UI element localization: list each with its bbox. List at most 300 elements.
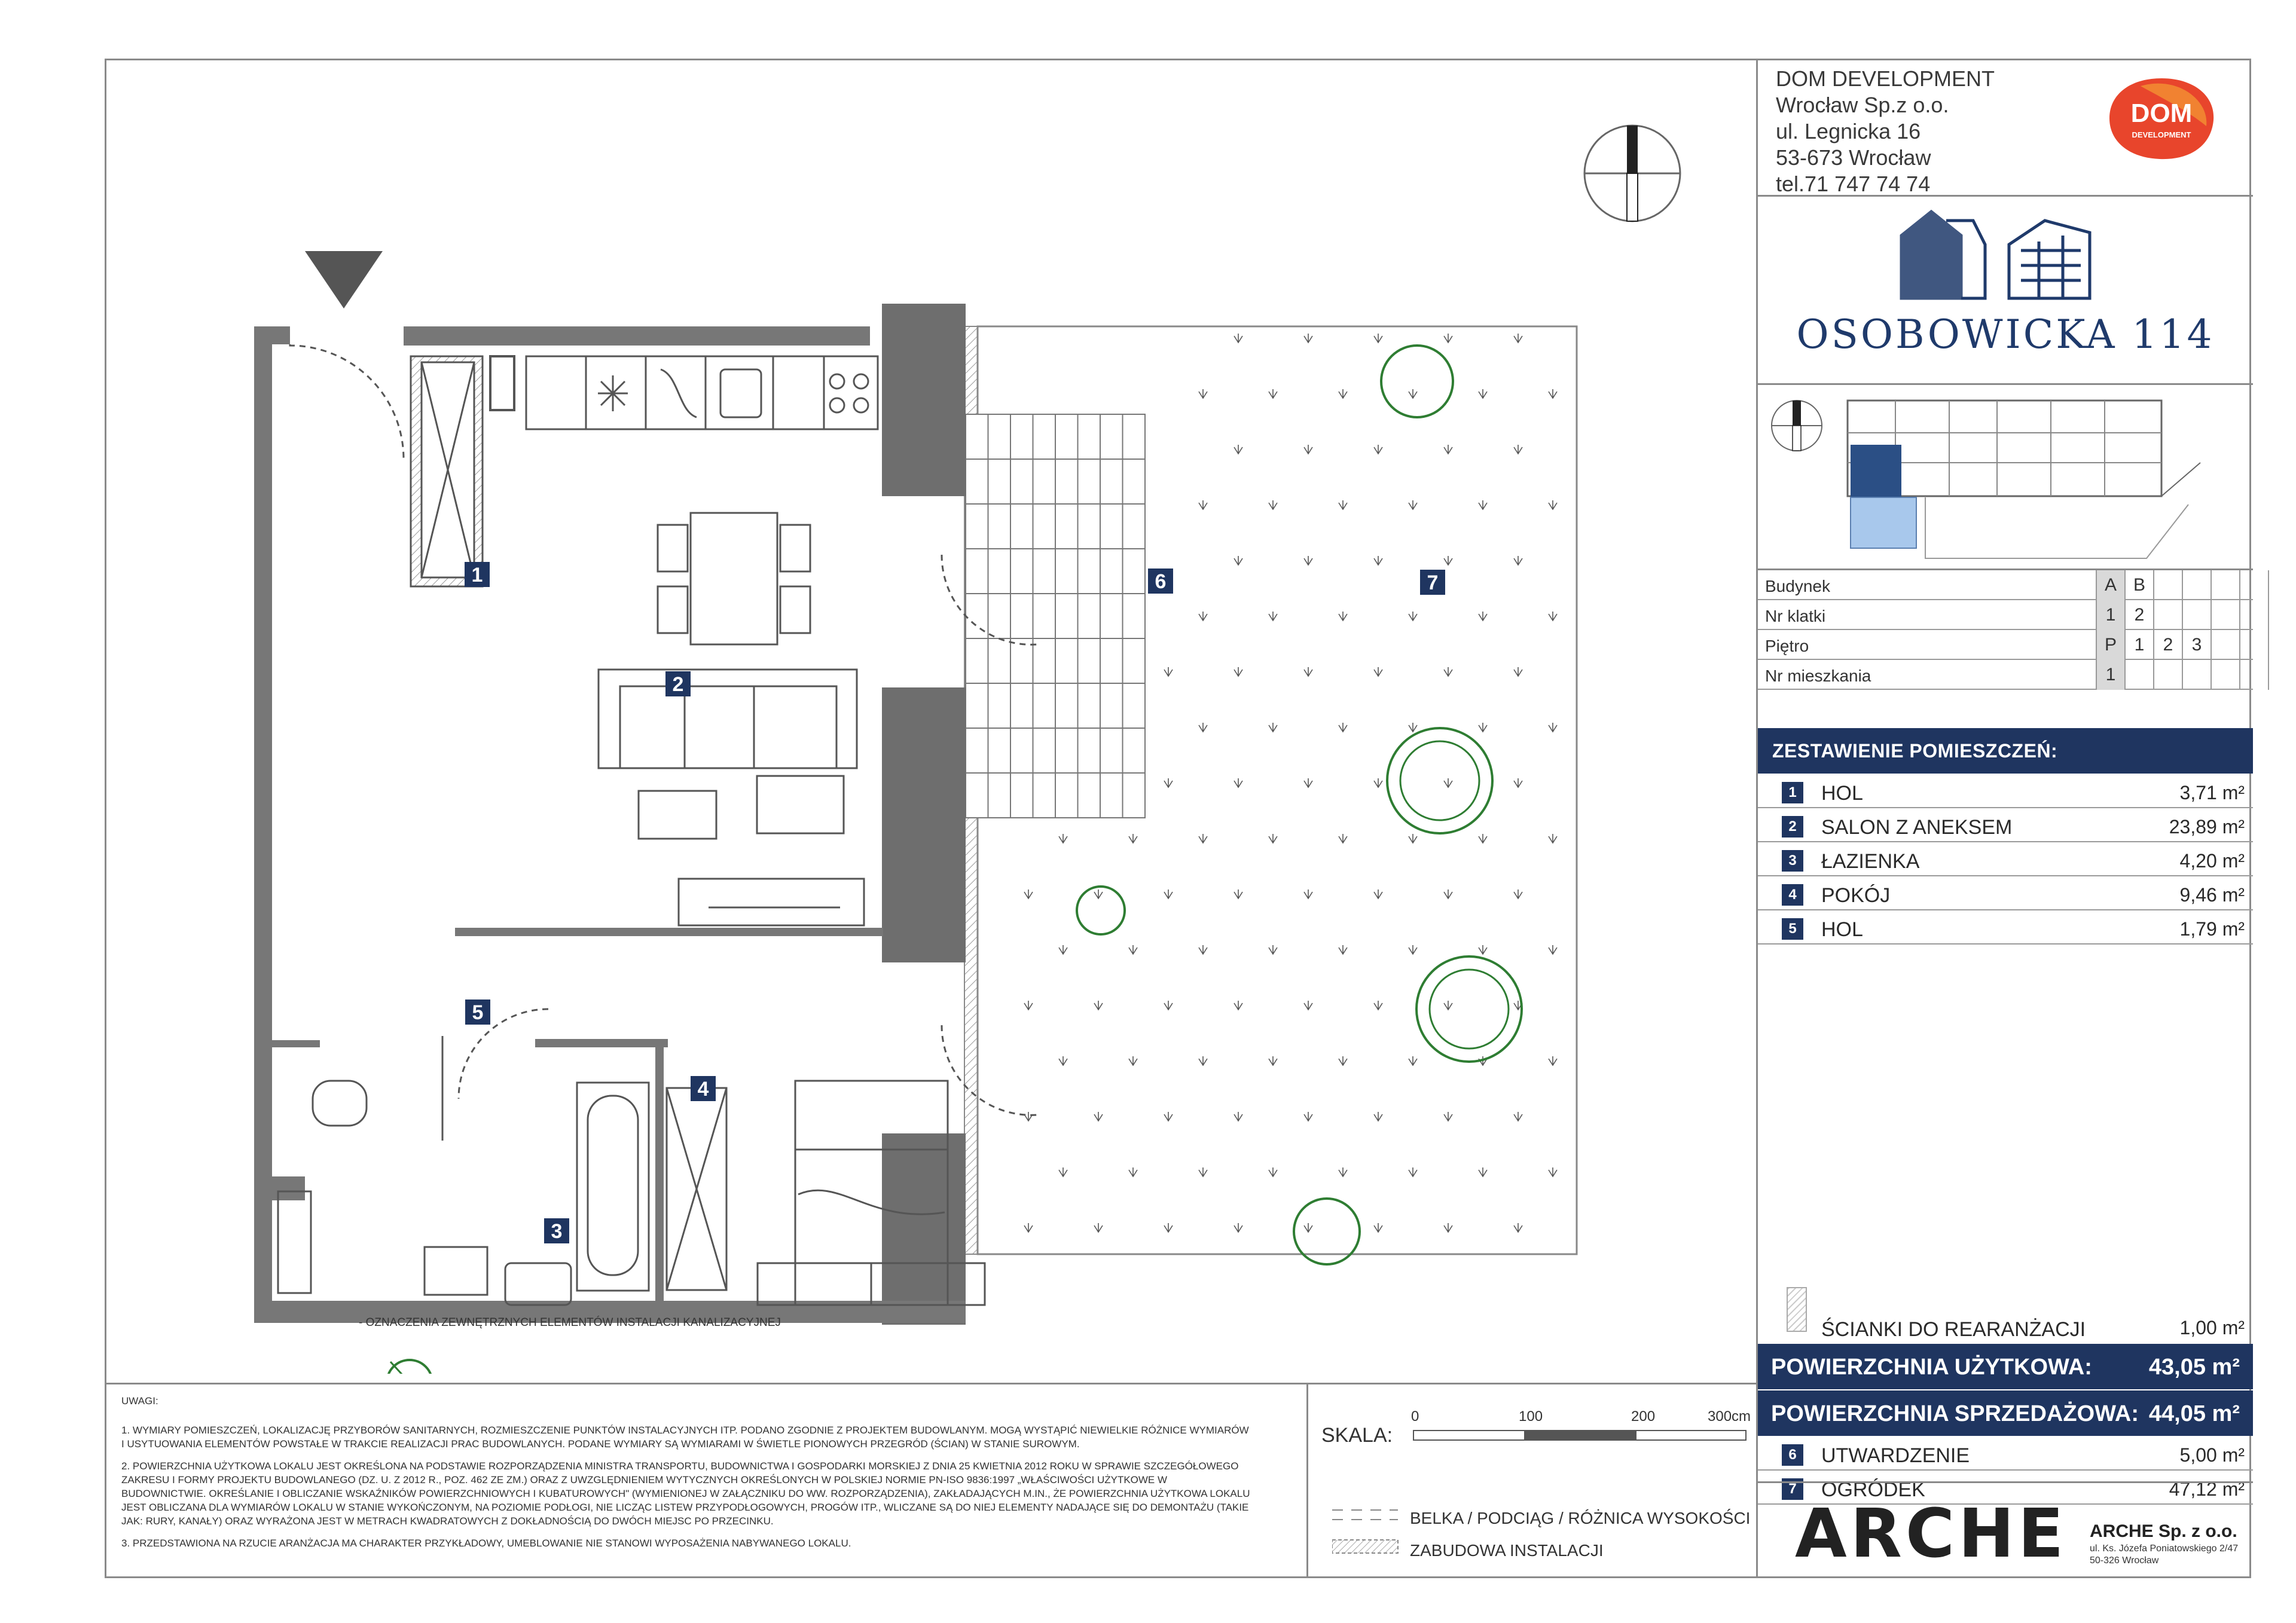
ident-cell xyxy=(2210,570,2239,600)
grass-arrow-icon xyxy=(1164,1001,1173,1010)
tree-icon xyxy=(1381,346,1453,417)
grass-arrow-icon xyxy=(1234,667,1242,676)
grass-arrow-icon xyxy=(1409,612,1417,621)
grass-arrow-icon xyxy=(1339,612,1347,621)
room-row xyxy=(1758,775,2253,808)
terrace-tile xyxy=(1033,728,1056,773)
arche-name: ARCHE Sp. z o.o. xyxy=(2090,1521,2237,1541)
room-area: 3,71 m² xyxy=(2179,782,2245,803)
terrace-tile xyxy=(1055,594,1078,638)
grass-arrow-icon xyxy=(1199,1056,1207,1065)
terrace-tile xyxy=(1078,773,1101,818)
ident-cell: P xyxy=(2096,630,2124,660)
grass-arrow-icon xyxy=(1094,1112,1103,1121)
grass-arrow-icon xyxy=(1304,1223,1312,1232)
terrace-tile xyxy=(1033,414,1056,459)
tree-icon xyxy=(1416,956,1522,1062)
walls-area: 1,00 m² xyxy=(2179,1317,2245,1338)
grass-arrow-icon xyxy=(1129,1167,1137,1176)
entrance-arrow-icon xyxy=(305,251,383,308)
ident-cell: 2 xyxy=(2124,600,2153,630)
grass-arrow-icon xyxy=(1339,500,1347,509)
room-name: HOL xyxy=(1821,782,1863,805)
ident-cell xyxy=(2210,630,2239,660)
plan-label-1: 1 xyxy=(471,564,483,586)
room-number: 6 xyxy=(1782,1444,1803,1466)
grass-arrow-icon xyxy=(1269,612,1277,621)
walls xyxy=(254,304,966,1325)
ident-cell: A xyxy=(2096,570,2124,600)
grass-arrow-icon xyxy=(1234,890,1242,898)
scale-tick: 100 xyxy=(1519,1408,1543,1425)
grass-arrow-icon xyxy=(1304,1112,1312,1121)
room-number: 5 xyxy=(1782,918,1803,940)
terrace-tile xyxy=(1010,728,1033,773)
grass-arrow-icon xyxy=(1304,1001,1312,1010)
grass-arrow-icon xyxy=(1549,612,1557,621)
terrace-tile xyxy=(988,414,1011,459)
terrace-tile xyxy=(1055,414,1078,459)
ident-row xyxy=(1758,630,2253,660)
grass-arrow-icon xyxy=(1199,389,1207,398)
terrace-tile xyxy=(966,683,988,728)
grass-arrow-icon xyxy=(1339,834,1347,843)
grass-arrow-icon xyxy=(1444,556,1452,565)
grass-arrow-icon xyxy=(1339,945,1347,954)
grass-arrow-icon xyxy=(1234,1001,1242,1010)
developer-company: Wrocław Sp.z o.o. xyxy=(1776,93,1949,117)
notes xyxy=(105,1383,1306,1578)
grass-arrow-icon xyxy=(1409,834,1417,843)
grass-arrow-icon xyxy=(1479,945,1487,954)
grass-arrow-icon xyxy=(1374,1001,1382,1010)
developer-city: 53-673 Wrocław xyxy=(1776,145,1931,170)
grass-arrow-icon xyxy=(1549,834,1557,843)
scale-legend xyxy=(1306,1383,1756,1578)
room-area: 23,89 m² xyxy=(2169,816,2245,838)
room-name: POKÓJ xyxy=(1821,884,1891,907)
terrace-tile xyxy=(1100,773,1123,818)
ident-label: Nr klatki xyxy=(1765,607,1826,625)
grass-arrow-icon xyxy=(1164,1223,1173,1232)
grass-arrow-icon xyxy=(1234,556,1242,565)
grass-arrow-icon xyxy=(1304,556,1312,565)
grass-arrow-icon xyxy=(1444,1112,1452,1121)
grass-arrow-icon xyxy=(1339,1167,1347,1176)
terrace-tile xyxy=(1100,638,1123,683)
terrace-tile xyxy=(1078,414,1101,459)
terrace-tile xyxy=(1123,504,1146,549)
grass-arrow-icon xyxy=(1374,1223,1382,1232)
terrace-tile xyxy=(966,638,988,683)
grass-arrow-icon xyxy=(1409,1056,1417,1065)
room-area: 1,79 m² xyxy=(2179,918,2245,940)
ident-cell xyxy=(2268,660,2296,690)
grass-arrow-icon xyxy=(1269,1056,1277,1065)
grass-arrow-icon xyxy=(1339,723,1347,732)
arche-logo: ARCHE xyxy=(1795,1495,2068,1573)
grass-arrow-icon xyxy=(1549,723,1557,732)
grass-arrow-icon xyxy=(1409,500,1417,509)
sale-area-label: POWIERZCHNIA SPRZEDAŻOWA: xyxy=(1771,1401,2139,1426)
sewer-marker-icon xyxy=(387,1360,432,1374)
grass-arrow-icon xyxy=(1409,1167,1417,1176)
ident-cell xyxy=(2268,570,2296,600)
ident-row xyxy=(1758,600,2253,630)
grass-arrow-icon xyxy=(1094,1223,1103,1232)
room-name: HOL xyxy=(1821,918,1863,941)
grass-arrow-icon xyxy=(1514,890,1522,898)
room-row xyxy=(1758,911,2253,945)
unit-identifiers xyxy=(1758,568,2253,690)
developer-street: ul. Legnicka 16 xyxy=(1776,119,1921,143)
terrace-tile xyxy=(1078,638,1101,683)
walls-name: ŚCIANKI DO REARANŻACJI xyxy=(1821,1318,2086,1341)
grass-arrow-icon xyxy=(1514,334,1522,343)
grass-arrow-icon xyxy=(1444,1223,1452,1232)
room-area: 4,20 m² xyxy=(2179,850,2245,872)
grass-arrow-icon xyxy=(1374,334,1382,343)
terrace-tile xyxy=(1033,594,1056,638)
terrace-tile xyxy=(988,638,1011,683)
sewer-note: - OZNACZENIA ZEWNĘTRZNYCH ELEMENTÓW INSTALACJI KANALIZACYJNEJ xyxy=(359,1316,781,1329)
ident-cell xyxy=(2268,600,2296,630)
terrace-tile xyxy=(966,549,988,594)
grass-arrow-icon xyxy=(1269,834,1277,843)
grass-arrow-icon xyxy=(1374,890,1382,898)
grass-arrow-icon xyxy=(1549,1056,1557,1065)
grass-arrow-icon xyxy=(1549,500,1557,509)
terrace-tile xyxy=(1123,638,1146,683)
grass-arrow-icon xyxy=(1374,445,1382,454)
ident-label: Nr mieszkania xyxy=(1765,667,1871,685)
scale-tick: 200 xyxy=(1631,1408,1656,1425)
terrace-tile xyxy=(988,594,1011,638)
ident-cell xyxy=(2124,660,2153,690)
terrace-tile xyxy=(988,683,1011,728)
grass-arrow-icon xyxy=(1269,500,1277,509)
terrace-tile xyxy=(1078,459,1101,504)
grass-arrow-icon xyxy=(1444,445,1452,454)
grass-arrow-icon xyxy=(1234,1223,1242,1232)
grass-arrow-icon xyxy=(1234,445,1242,454)
grass-arrow-icon xyxy=(1479,723,1487,732)
terrace-tile xyxy=(1055,683,1078,728)
terrace-tile xyxy=(1033,504,1056,549)
developer-address xyxy=(1776,66,1995,197)
scale-tick: 0 xyxy=(1411,1408,1419,1425)
room-row xyxy=(1758,1437,2253,1471)
grass-arrow-icon xyxy=(1059,834,1067,843)
room-row xyxy=(1758,809,2253,842)
grass-arrow-icon xyxy=(1304,778,1312,787)
grass-arrow-icon xyxy=(1199,1167,1207,1176)
terrace-tile xyxy=(1033,549,1056,594)
grass-arrow-icon xyxy=(1024,1112,1033,1121)
terrace-tile xyxy=(1055,504,1078,549)
terrace-tile xyxy=(1010,414,1033,459)
grass-arrow-icon xyxy=(1059,1056,1067,1065)
grass-arrow-icon xyxy=(1374,778,1382,787)
terrace-tile xyxy=(1123,459,1146,504)
sale-area-total xyxy=(1758,1390,2253,1436)
grass-arrow-icon xyxy=(1129,834,1137,843)
usable-area-total xyxy=(1758,1344,2253,1389)
grass-arrow-icon xyxy=(1514,1223,1522,1232)
terrace-tile xyxy=(1010,594,1033,638)
key-plan-drawing xyxy=(1758,385,2253,570)
terrace-tile xyxy=(1100,728,1123,773)
grass-arrow-icon xyxy=(1269,1167,1277,1176)
arche-street: ul. Ks. Józefa Poniatowskiego 2/47 xyxy=(2090,1543,2239,1554)
north-compass-icon xyxy=(1584,126,1680,221)
ident-cell xyxy=(2182,570,2210,600)
ident-cell xyxy=(2153,660,2182,690)
rearrangement-walls-row xyxy=(1758,1287,2253,1344)
terrace-tile xyxy=(1055,638,1078,683)
info-panel xyxy=(1756,59,2251,1578)
grass-arrow-icon xyxy=(1514,445,1522,454)
grass-arrow-icon xyxy=(1234,1112,1242,1121)
grass-arrow-icon xyxy=(1514,778,1522,787)
usable-area-label: POWIERZCHNIA UŻYTKOWA: xyxy=(1771,1355,2092,1380)
legend-symbols xyxy=(1332,1504,1404,1570)
terrace-tile xyxy=(988,728,1011,773)
terrace-tile xyxy=(1033,459,1056,504)
grass-arrow-icon xyxy=(1479,389,1487,398)
grass-arrow-icon xyxy=(1199,945,1207,954)
dom-development-logo xyxy=(2105,75,2218,162)
terrace-tile xyxy=(1123,683,1146,728)
ident-cell: B xyxy=(2124,570,2153,600)
legend-installation: ZABUDOWA INSTALACJI xyxy=(1410,1541,1604,1560)
terrace-tile xyxy=(966,728,988,773)
terrace-tile xyxy=(966,414,988,459)
key-plan xyxy=(1758,383,2253,568)
grass-arrow-icon xyxy=(1059,1167,1067,1176)
grass-arrow-icon xyxy=(1304,667,1312,676)
grass-arrow-icon xyxy=(1479,612,1487,621)
grass-arrow-icon xyxy=(1549,1167,1557,1176)
room-name: SALON Z ANEKSEM xyxy=(1821,816,2013,839)
arche-address xyxy=(2090,1543,2245,1567)
terrace-tile xyxy=(988,459,1011,504)
room-number: 2 xyxy=(1782,816,1803,838)
terrace-tile xyxy=(1123,414,1146,459)
legend-beam: BELKA / PODCIĄG / RÓŻNICA WYSOKOŚCI xyxy=(1410,1509,1751,1527)
ident-cell xyxy=(2182,660,2210,690)
ident-cell: 2 xyxy=(2153,630,2182,660)
ident-cell xyxy=(2239,600,2268,630)
terrace-tile xyxy=(966,773,988,818)
room-number: 1 xyxy=(1782,782,1803,803)
grass-arrow-icon xyxy=(1304,445,1312,454)
scale-bar xyxy=(1413,1430,1747,1441)
plan-label-4: 4 xyxy=(697,1078,709,1101)
room-row xyxy=(1758,877,2253,910)
ident-label: Piętro xyxy=(1765,637,1809,655)
ident-cell xyxy=(2182,600,2210,630)
grass-arrow-icon xyxy=(1094,890,1103,898)
grass-arrow-icon xyxy=(1164,890,1173,898)
grass-arrow-icon xyxy=(1444,890,1452,898)
ident-cell xyxy=(2239,570,2268,600)
room-name: UTWARDZENIE xyxy=(1821,1444,1970,1467)
grass-arrow-icon xyxy=(1339,1056,1347,1065)
grass-arrow-icon xyxy=(1304,890,1312,898)
grass-arrow-icon xyxy=(1444,667,1452,676)
terrace-tile xyxy=(1010,638,1033,683)
room-name: ŁAZIENKA xyxy=(1821,850,1920,873)
developer-phone: tel.71 747 74 74 xyxy=(1776,172,1931,196)
developer-name: DOM DEVELOPMENT xyxy=(1776,66,1995,91)
terrace-tile xyxy=(1033,683,1056,728)
note-1: 1. WYMIARY POMIESZCZEŃ, LOKALIZACJĘ PRZYBORÓW SANITARNYCH, ROZMIESZCZENIE PUNKTÓW INSTALACYJNYCH ITP. PODANO ZGODNIE Z PROJEKTEM BUDOWLANYM. MOGĄ WYSTĄPIĆ NIEWIELKIE RÓŻNICE WYMIARÓW I USYTUOWANIA ELEMENTÓW POWSTAŁE W TRAKCIE REALIZACJI PRAC BUDOWLANYCH. PODANE WYMIARY SĄ WYMIARAMI W ŚWIETLE PIONOWYCH PRZEGRÓD (ŚCIAN) W STANIE SUROWYM. xyxy=(121,1425,1249,1450)
usable-area-value: 43,05 m² xyxy=(2148,1355,2240,1380)
room-number: 4 xyxy=(1782,884,1803,906)
terrace-tile xyxy=(1123,549,1146,594)
tree-icon xyxy=(1077,887,1125,934)
svg-text:DOM: DOM xyxy=(2130,99,2193,128)
svg-text:DEVELOPMENT: DEVELOPMENT xyxy=(2132,130,2191,139)
terrace-tile xyxy=(1010,549,1033,594)
ident-cell: 3 xyxy=(2182,630,2210,660)
terrace-tile xyxy=(1100,459,1123,504)
project-name: OSOBOWICKA 114 xyxy=(1796,311,2215,357)
terrace-tile xyxy=(1055,459,1078,504)
terrace-tile xyxy=(1100,504,1123,549)
terrace-tile xyxy=(1055,773,1078,818)
terrace-tile xyxy=(1123,773,1146,818)
terrace-tile xyxy=(966,504,988,549)
scale-label: SKALA: xyxy=(1321,1424,1393,1447)
plan-label-2: 2 xyxy=(672,673,684,696)
grass-arrow-icon xyxy=(1129,945,1137,954)
grass-arrow-icon xyxy=(1514,1112,1522,1121)
grass-arrow-icon xyxy=(1059,945,1067,954)
terrace-tile xyxy=(988,773,1011,818)
ident-cell xyxy=(2210,660,2239,690)
terrace-tile xyxy=(1055,549,1078,594)
terrace-tile xyxy=(1078,594,1101,638)
grass-arrow-icon xyxy=(1269,389,1277,398)
grass-arrow-icon xyxy=(1409,945,1417,954)
room-area: 9,46 m² xyxy=(2179,884,2245,906)
notes-title: UWAGI: xyxy=(121,1395,158,1407)
grass-arrow-icon xyxy=(1549,389,1557,398)
grass-arrow-icon xyxy=(1514,556,1522,565)
terrace-tile xyxy=(1078,504,1101,549)
room-area: 5,00 m² xyxy=(2179,1444,2245,1466)
grass-arrow-icon xyxy=(1199,834,1207,843)
grass-arrow-icon xyxy=(1024,1001,1033,1010)
grass-arrow-icon xyxy=(1339,389,1347,398)
terrace-tile xyxy=(1010,504,1033,549)
terrace-paving xyxy=(966,414,1145,818)
terrace-tile xyxy=(1100,414,1123,459)
room-area: 47,12 m² xyxy=(2169,1478,2245,1500)
ident-cell xyxy=(2268,630,2296,660)
terrace-tile xyxy=(966,459,988,504)
grass-arrow-icon xyxy=(1129,1056,1137,1065)
plan-label-7: 7 xyxy=(1427,571,1439,594)
terrace-tile xyxy=(1100,549,1123,594)
terrace-tile xyxy=(1100,683,1123,728)
scale-tick: 300cm xyxy=(1708,1408,1751,1425)
grass-arrow-icon xyxy=(1374,556,1382,565)
grass-arrow-icon xyxy=(1479,500,1487,509)
terrace-tile xyxy=(1010,683,1033,728)
project-building-icon xyxy=(1758,197,2253,310)
terrace-tile xyxy=(1123,594,1146,638)
grass-arrow-icon xyxy=(1234,778,1242,787)
ident-cell xyxy=(2239,630,2268,660)
ident-cell xyxy=(2210,600,2239,630)
floor-plan xyxy=(105,59,1756,1374)
plan-label-5: 5 xyxy=(472,1001,484,1024)
grass-arrow-icon xyxy=(1164,778,1173,787)
terrace-tile xyxy=(1033,773,1056,818)
room-name: OGRÓDEK xyxy=(1821,1478,1925,1501)
project-brand xyxy=(1758,195,2253,383)
terrace-tile xyxy=(1078,728,1101,773)
grass-arrow-icon xyxy=(1409,723,1417,732)
terrace-tile xyxy=(1078,549,1101,594)
grass-arrow-icon xyxy=(1444,334,1452,343)
ident-cell: 1 xyxy=(2124,630,2153,660)
ident-row xyxy=(1758,570,2253,600)
grass-arrow-icon xyxy=(1444,1001,1452,1010)
hatch-swatch-icon xyxy=(1787,1287,1807,1332)
terrace-tile xyxy=(1010,773,1033,818)
grass-arrow-icon xyxy=(1374,667,1382,676)
grass-arrow-icon xyxy=(1374,1112,1382,1121)
terrace-tile xyxy=(1123,728,1146,773)
note-2: 2. POWIERZCHNIA UŻYTKOWA LOKALU JEST OKREŚLONA NA PODSTAWIE ROZPORZĄDZENIA MINISTRA TRANSPORTU, BUDOWNICTWA I GOSPODARKI MORSKIEJ Z DNIA 25 KWIETNIA 2012 ROKU W SPRAWIE SZCZEGÓŁOWEGO ZAKRESU I FORMY PROJEKTU BUDOWLANEGO (DZ. U. Z 2012 R., POZ. 462 ZE ZM.) ORAZ Z UWZGLĘDNIENIEM WYTYCZNYCH OKREŚLONYCH W POLSKIEJ NORMIE PN-ISO 9836:1997 „WŁAŚCIWOŚCI UŻYTKOWE W BUDOWNICTWIE. OKREŚLANIE I OBLICZANIE WSKAŹNIKÓW POWIERZCHNIOWYCH I KUBATUROWYCH" (WYMIENIONEJ W ZAŁĄCZNIKU DO WW. ROZPORZĄDZENIA), ZAKŁADAJĄCYCH M.IN., ŻE POWIERZCHNIA UŻYTKOWA LOKALU JEST OBLICZANA DLA WYMIARÓW LOKALU W STANIE WYKOŃCZONYM, NA POZIOMIE PODŁOGI, NIE LICZĄC LISTEW PRZYPODŁOGOWYCH, PROGÓW ITP., WLICZANE SĄ DO NIEJ ELEMENTY NADAJĄCE SIĘ DO DEMONTAŻU (TAKIE JAK: RURY, KANAŁY) ORAZ WYRAŻONA JEST W METRACH KWADRATOWYCH Z DOKŁADNOŚCIĄ DO DWÓCH MIEJSC PO PRZECINKU. xyxy=(121,1460,1250,1527)
grass-arrow-icon xyxy=(1199,723,1207,732)
terrace-tile xyxy=(1078,683,1101,728)
terrace-tile xyxy=(988,549,1011,594)
rooms-header: ZESTAWIENIE POMIESZCZEŃ: xyxy=(1758,728,2253,774)
terrace-tile xyxy=(1010,459,1033,504)
grass-arrow-icon xyxy=(1094,1001,1103,1010)
ident-cell: 1 xyxy=(2096,660,2124,690)
grass-arrow-icon xyxy=(1164,667,1173,676)
ident-cell xyxy=(2239,660,2268,690)
terrace-tile xyxy=(988,504,1011,549)
grass-arrow-icon xyxy=(1444,778,1452,787)
grass-arrow-icon xyxy=(1514,667,1522,676)
arche-city: 50-326 Wrocław xyxy=(2090,1555,2159,1566)
room-number: 7 xyxy=(1782,1478,1803,1500)
sale-area-value: 44,05 m² xyxy=(2148,1401,2240,1426)
grass-arrow-icon xyxy=(1304,334,1312,343)
grass-arrow-icon xyxy=(1479,834,1487,843)
grass-arrow-icon xyxy=(1234,334,1242,343)
grass-arrow-icon xyxy=(1479,1167,1487,1176)
floor-plan-drawing xyxy=(105,59,1756,1374)
grass-arrow-icon xyxy=(1024,890,1033,898)
note-3: 3. PRZEDSTAWIONA NA RZUCIE ARANŻACJA MA CHARAKTER PRZYKŁADOWY, UMEBLOWANIE NIE STANOWI WYPOSAŻENIA NABYWANEGO LOKALU. xyxy=(121,1538,851,1549)
grass-arrow-icon xyxy=(1024,1223,1033,1232)
terrace-tile xyxy=(1055,728,1078,773)
ident-cell: 1 xyxy=(2096,600,2124,630)
grass-arrow-icon xyxy=(1409,389,1417,398)
grass-arrow-icon xyxy=(1269,723,1277,732)
architect-block xyxy=(1758,1481,2253,1578)
plan-label-6: 6 xyxy=(1155,570,1167,593)
ident-cell xyxy=(2153,600,2182,630)
